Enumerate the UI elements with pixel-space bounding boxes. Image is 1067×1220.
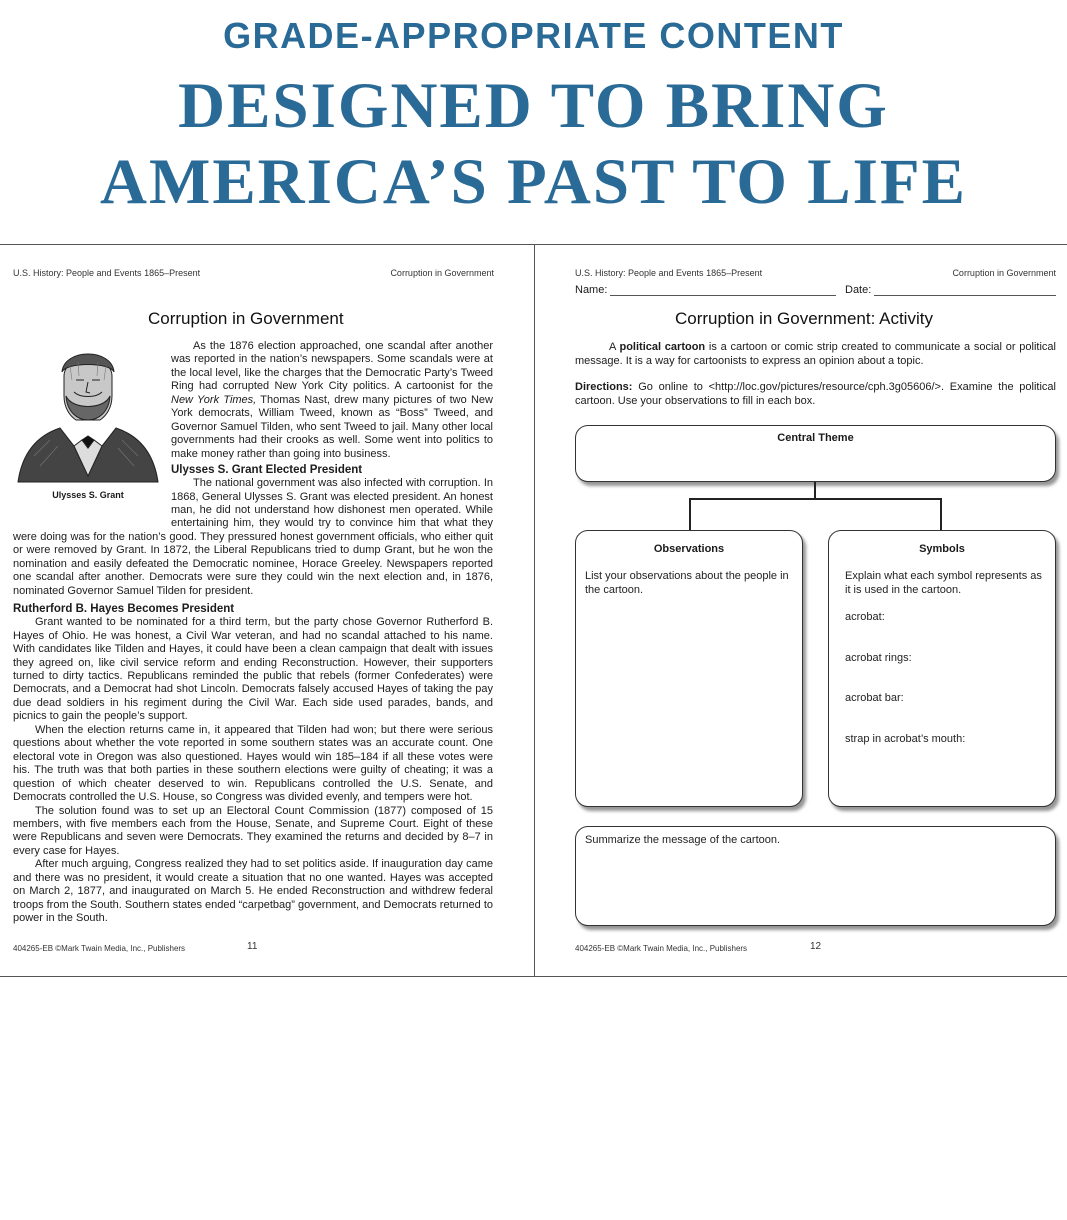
banner-headline-line2: AMERICA’S PAST TO LIFE	[100, 146, 967, 218]
right-header-topic: Corruption in Government	[952, 268, 1056, 278]
grant-paragraph: The national government was also infected with corruption. In 1868, General Ulysses S. Grant was elected president. An honest man, he did not understand how dishonest men operated. While entertaining him, they would try to convince him that what they were doing was for the nation’s good. They pressured honest government officials, who either quit or were removed by Grant. In 1872, the Liberal Republicans tried to dump Grant, but he won the nomination and easily defeated the Democratic nominee, Horace Greeley. Newspapers reported one scandal after another. Democrats were sure they could win the next election and, in 1876, nominated Governor Samuel Tilden for president.	[13, 477, 493, 597]
symbol-item-acrobat-bar: acrobat bar:	[845, 692, 904, 704]
name-field[interactable]	[610, 295, 836, 296]
left-header-topic: Corruption in Government	[390, 268, 494, 278]
left-article-body	[13, 340, 493, 926]
summary-box[interactable]	[575, 826, 1056, 926]
left-header-series: U.S. History: People and Events 1865–Present	[13, 268, 201, 278]
directions-label: Directions:	[575, 381, 633, 393]
observations-title: Observations	[653, 543, 725, 555]
promo-banner	[0, 0, 1067, 244]
banner-headline	[0, 68, 1067, 220]
symbols-title: Symbols	[919, 543, 965, 555]
right-page	[535, 244, 1067, 977]
symbol-item-strap: strap in acrobat’s mouth:	[845, 733, 966, 745]
newspaper-title: New York Times,	[171, 393, 257, 406]
term-political-cartoon: political cartoon	[619, 341, 706, 353]
banner-subtitle: GRADE-APPROPRIATE CONTENT	[223, 15, 844, 56]
right-header-series: U.S. History: People and Events 1865–Present	[575, 268, 763, 278]
hayes-paragraph-3: The solution found was to set up an Electoral Count Commission (1877) composed of 15 members, with five members each from the House, Senate, and Supreme Court. Eight of these were Republicans and seven were Democrats. They examined the returns and decided by 8–7 in every case for Hayes.	[13, 804, 493, 857]
left-page-title: Corruption in Government	[148, 309, 344, 328]
right-page-title: Corruption in Government: Activity	[675, 309, 933, 328]
symbols-box[interactable]	[828, 530, 1056, 807]
intro-paragraph: As the 1876 election approached, one scandal after another was reported in the nation’s newspapers. Some scandals were at the local level, like the charges that the Democratic Party’s Tweed Ring had corrupted New York City politics. A cartoonist for the New York Times, Thomas Nast, drew many pictures of two New York democrats, William Tweed, known as “Boss” Tweed, and Governor Samuel Tilden, who sent Tweed to jail. Many other local governments had their crooks as well. Some went into politics to make money rather than going into business.	[171, 340, 493, 460]
date-label: Date:	[845, 284, 872, 296]
left-page	[0, 244, 534, 977]
banner-headline-line1: DESIGNED TO BRING	[178, 70, 889, 142]
observations-box[interactable]	[575, 530, 803, 807]
symbol-item-acrobat-rings: acrobat rings:	[845, 652, 912, 664]
date-field[interactable]	[874, 295, 1056, 296]
connector-vertical	[814, 482, 816, 499]
portrait-caption: Ulysses S. Grant	[52, 490, 124, 500]
hayes-paragraph-4: After much arguing, Congress realized they had to set politics aside. If inauguration day came and there was no president, it would create a situation that no one wanted. Hayes was accepted on March 2, 1877, and inaugurated on March 5. He ended Reconstruction and withdrew federal troops from the South. Southern states ended “carpetbag” government, and Democrats returned to power in the South.	[13, 858, 493, 925]
hayes-paragraph-2: When the election returns came in, it appeared that Tilden had won; but there were serious questions about whether the vote reported in some southern states was an accurate count. One electoral vote in Oregon was also questioned. Hayes would win 185–184 if all these votes were his. The truth was that both parties in these southern elections were guilty of cheating; it was a question of which cheater deserved to win. Republicans controlled the U.S. Senate, and Democrats controlled the U.S. House, so Congress was divided evenly, and tempers were hot.	[13, 723, 493, 804]
observations-prompt: List your observations about the people in the cartoon.	[585, 570, 789, 596]
connector-horizontal	[689, 498, 942, 500]
left-page-number: 11	[247, 941, 258, 952]
symbols-prompt: Explain what each symbol represents as it is used in the cartoon.	[845, 570, 1042, 596]
activity-intro: A political cartoon is a cartoon or comic strip created to communicate a social or political message. It is a way for cartoonists to express an opinion about a topic.	[575, 341, 1056, 367]
central-theme-label: Central Theme	[777, 432, 854, 444]
portrait-text-wrap	[3, 340, 163, 528]
left-footer-copyright: 404265-EB ©Mark Twain Media, Inc., Publishers	[13, 944, 186, 953]
hayes-paragraph-1: Grant wanted to be nominated for a third term, but the party chose Governor Rutherford B. Hayes of Ohio. He was honest, a Civil War veteran, and had no scandal attached to his name. With candidates like Tilden and Hayes, it could have been a clean campaign that dealt with issues they agreed on, like civil service reform and ending Reconstruction. However, their supporters turned to dirty tactics. Republicans reminded the public that rebels (former Confederates) were Democrats, and a Democrat had shot Lincoln. Democrats falsely accused Hayes of taking the pay due dead soldiers in his regiment during the Civil War. Each side used parades, bands, and picnics to gain the people’s support.	[13, 616, 493, 723]
name-label: Name:	[575, 284, 608, 296]
right-page-number: 12	[810, 941, 822, 952]
section-heading-grant: Ulysses S. Grant Elected President	[171, 464, 363, 477]
right-footer-copyright: 404265-EB ©Mark Twain Media, Inc., Publishers	[575, 944, 748, 953]
activity-directions: Directions: Go online to <http://loc.gov/pictures/resource/cph.3g05606/>. Examine the political cartoon. Use your observations to fill in each box.	[575, 381, 1056, 407]
connector-left-drop	[689, 498, 691, 530]
book-spread	[0, 244, 1067, 977]
summary-prompt: Summarize the message of the cartoon.	[585, 834, 781, 846]
symbol-item-acrobat: acrobat:	[845, 611, 885, 623]
section-heading-hayes: Rutherford B. Hayes Becomes President	[13, 603, 235, 616]
connector-right-drop	[940, 498, 942, 530]
central-theme-box[interactable]	[575, 425, 1056, 482]
